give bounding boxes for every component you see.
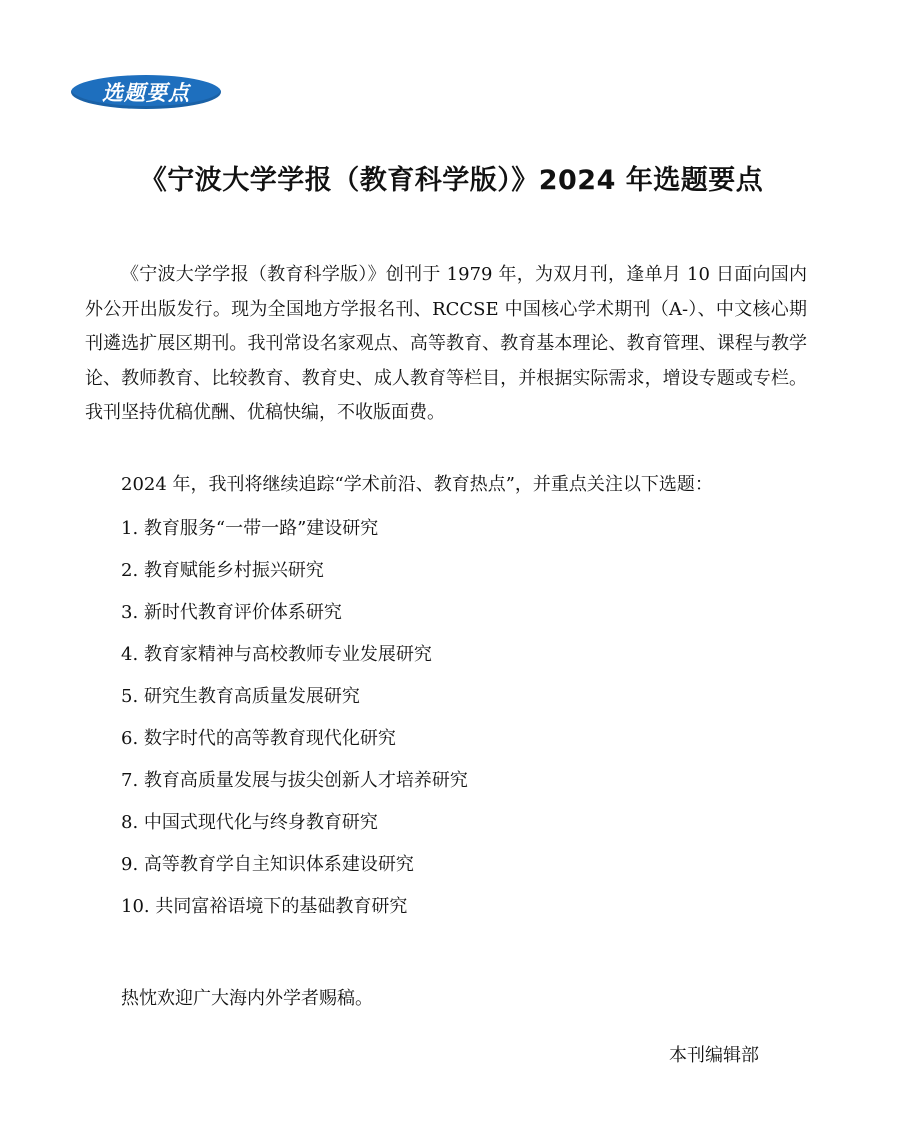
topic-item-10: 10. 共同富裕语境下的基础教育研究 xyxy=(121,896,408,917)
topic-item-7: 7. 教育高质量发展与拔尖创新人才培养研究 xyxy=(121,770,468,791)
topic-item-3: 3. 新时代教育评价体系研究 xyxy=(121,602,342,623)
section-badge xyxy=(71,75,221,109)
page-title: 《宁波大学学报（教育科学版）》2024 年选题要点 xyxy=(139,165,764,196)
topic-item-5: 5. 研究生教育高质量发展研究 xyxy=(121,686,360,707)
intro-paragraph: 《宁波大学学报（教育科学版）》创刊于 1979 年，为双月刊，逢单月 10 日面向国内外公开出版发行。现为全国地方学报名刊、RCCSE 中国核心学术期刊（A-）、中文核心期刊遴选扩展区期刊。我刊常设名家观点、高等教育、教育基本理论、教育管理、课程与教学论、教师教育、比较教育、教育史、成人教育等栏目，并根据实际需求，增设专题或专栏。我刊坚持优稿优酬、优稿快编，不收版面费。 xyxy=(85,264,807,423)
topic-item-2: 2. 教育赋能乡村振兴研究 xyxy=(121,560,324,581)
editorial-signature: 本刊编辑部 xyxy=(669,1045,759,1066)
topic-item-1: 1. 教育服务“一带一路”建设研究 xyxy=(121,518,379,539)
closing-line: 热忱欢迎广大海内外学者赐稿。 xyxy=(121,988,373,1009)
topic-item-4: 4. 教育家精神与高校教师专业发展研究 xyxy=(121,644,432,665)
topics-lead: 2024 年，我刊将继续追踪“学术前沿、教育热点”，并重点关注以下选题： xyxy=(121,474,713,495)
topic-item-6: 6. 数字时代的高等教育现代化研究 xyxy=(121,728,396,749)
section-badge-label: 选题要点 xyxy=(102,81,190,105)
topic-item-9: 9. 高等教育学自主知识体系建设研究 xyxy=(121,854,414,875)
topic-item-8: 8. 中国式现代化与终身教育研究 xyxy=(121,812,378,833)
